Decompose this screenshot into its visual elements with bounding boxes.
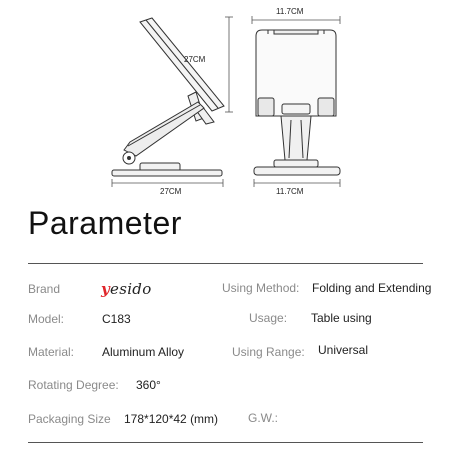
gw-label: G.W.: <box>248 411 278 425</box>
front-top-width-label: 11.7CM <box>276 7 304 16</box>
using-range-label: Using Range: <box>232 345 305 359</box>
usage-label: Usage: <box>249 311 288 325</box>
divider-top <box>28 263 423 264</box>
front-base <box>254 160 340 175</box>
divider-bottom <box>28 442 423 443</box>
using-range-value: Universal <box>318 343 369 357</box>
stand-column <box>281 116 311 160</box>
top-width-dimension-line <box>252 16 340 24</box>
side-height-label: 27CM <box>184 55 206 64</box>
section-title: Parameter <box>28 205 182 241</box>
using-method-label: Using Method: <box>222 281 300 295</box>
bottom-width-dimension-line <box>254 179 340 187</box>
packaging-size-label: Packaging Size <box>28 412 111 426</box>
rotating-degree-label: Rotating Degree: <box>28 378 119 392</box>
model-value: C183 <box>102 312 131 326</box>
usage-value: Table using <box>311 311 372 325</box>
front-view-drawing <box>0 0 450 200</box>
model-label: Model: <box>28 312 65 326</box>
side-base-label: 27CM <box>160 187 182 196</box>
material-label: Material: <box>28 345 75 359</box>
packaging-size-value: 178*120*42 (mm) <box>124 412 219 426</box>
rotating-degree-value: 360° <box>136 378 161 392</box>
using-method-value: Folding and Extending <box>312 281 432 295</box>
brand-logo: yesido <box>101 280 152 298</box>
brand-label: Brand <box>28 282 61 296</box>
material-value: Aluminum Alloy <box>102 345 185 359</box>
front-bottom-width-label: 11.7CM <box>276 187 304 196</box>
